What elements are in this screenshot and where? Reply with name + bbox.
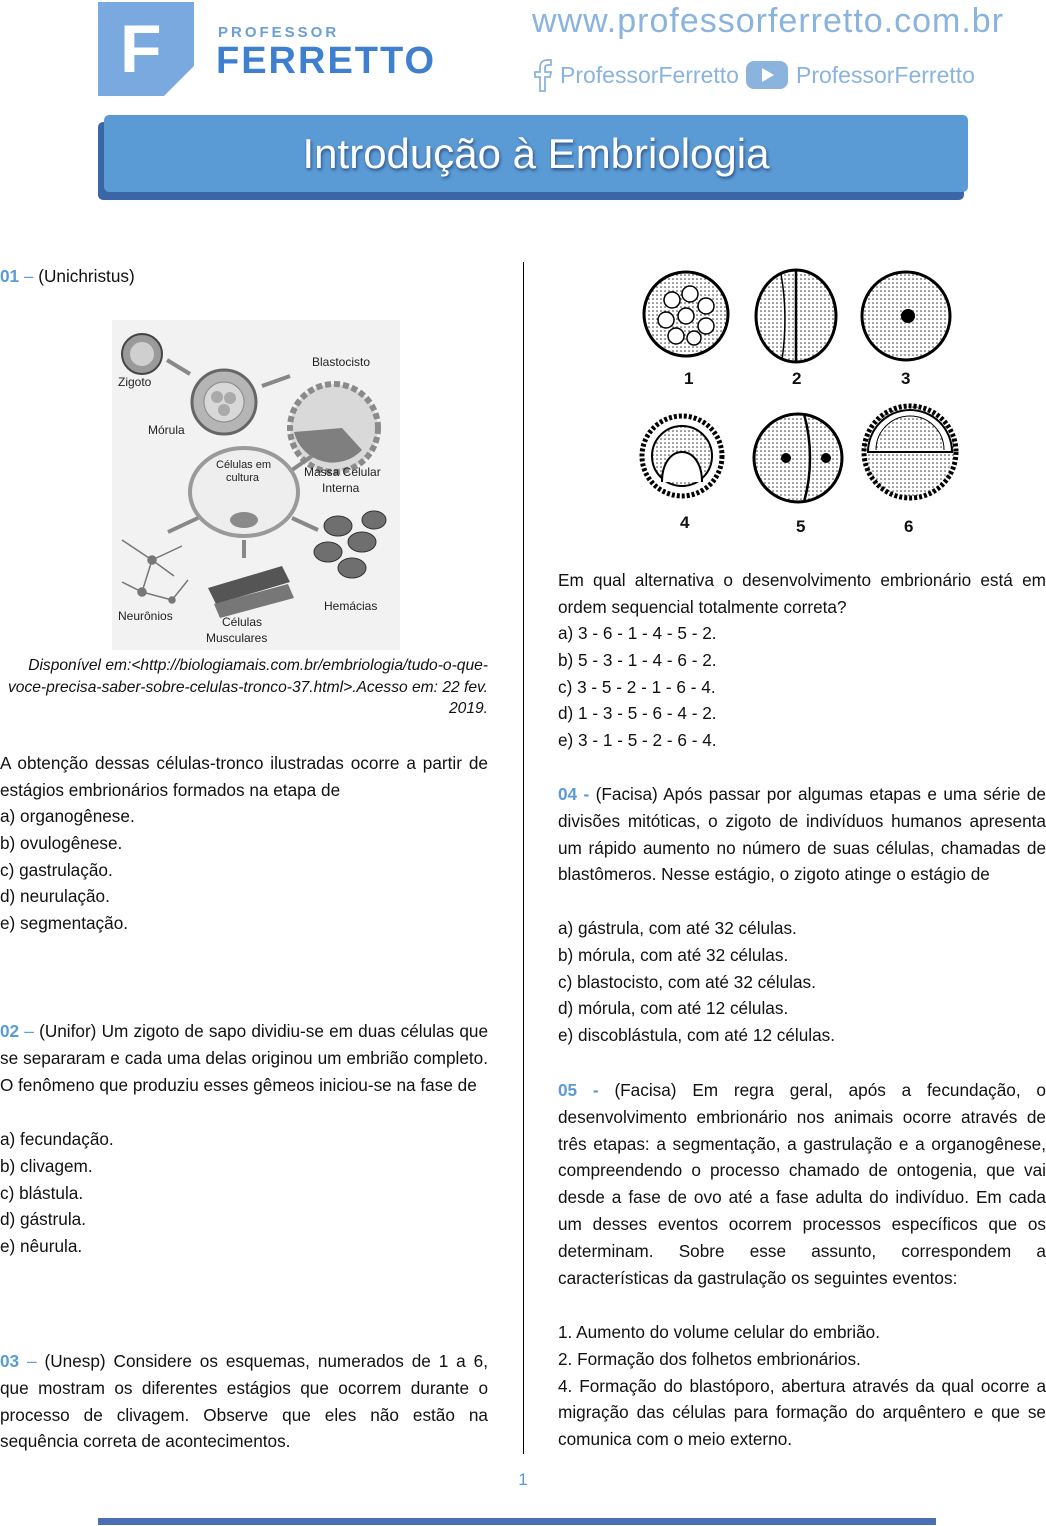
label-hemacias: Hemácias xyxy=(324,599,378,613)
q1-options xyxy=(0,803,488,937)
q1-option-e[interactable]: e) segmentação. xyxy=(0,913,129,934)
stage-5-drawing xyxy=(754,414,842,502)
q1-option-d[interactable]: d) neurulação. xyxy=(0,886,110,907)
footer-bar xyxy=(98,1518,936,1525)
q5-item-2: 2. Formação dos folhetos embrionários. xyxy=(558,1348,861,1369)
youtube-link[interactable] xyxy=(746,58,975,92)
stage-1-drawing xyxy=(644,272,728,356)
cleavage-stages-figure xyxy=(636,262,968,538)
brand-name: FERRETTO xyxy=(216,40,437,82)
q2-stem: (Unifor) Um zigoto de sapo dividiu-se em duas células que se separaram e cada uma delas originou um embrião completo. O fenômeno que produziu esses gêmeos iniciou-se na fase de xyxy=(0,1021,489,1095)
label-massa-celular-1: Massa Celular xyxy=(304,465,381,479)
q5-number: 05 xyxy=(558,1080,578,1100)
q2-separator: – xyxy=(24,1021,34,1041)
q5-item-1: 1. Aumento do volume celular do embrião. xyxy=(558,1322,880,1342)
title-banner xyxy=(104,115,968,192)
stage-3-drawing xyxy=(862,272,950,360)
label-blastocisto: Blastocisto xyxy=(312,355,371,369)
q2-option-d[interactable]: d) gástrula. xyxy=(0,1209,86,1230)
page-title: Introdução à Embriologia xyxy=(302,129,770,177)
q2-option-a[interactable]: a) fecundação. xyxy=(0,1129,114,1149)
q4-block xyxy=(558,781,1046,888)
q1-option-c[interactable]: c) gastrulação. xyxy=(0,859,113,880)
facebook-handle: ProfessorFerretto xyxy=(560,61,739,88)
stage-4-drawing xyxy=(642,416,722,496)
stem-cell-figure xyxy=(112,320,400,650)
q4-number: 04 xyxy=(558,784,578,804)
q1-option-a[interactable]: a) organogênese. xyxy=(0,806,135,826)
q3-option-b[interactable]: b) 5 - 3 - 1 - 4 - 6 - 2. xyxy=(558,649,717,670)
q4-option-c[interactable]: c) blastocisto, com até 32 células. xyxy=(558,971,816,992)
stage-number-1: 1 xyxy=(684,369,694,388)
q3-separator: – xyxy=(27,1351,37,1371)
q2-option-e[interactable]: e) nêurula. xyxy=(0,1236,83,1257)
stage-number-5: 5 xyxy=(796,517,806,536)
q4-option-d[interactable]: d) mórula, com até 12 células. xyxy=(558,998,789,1019)
q1-number: 01 xyxy=(0,266,20,286)
q4-option-e[interactable]: e) discoblástula, com até 12 células. xyxy=(558,1025,836,1046)
stage-number-4: 4 xyxy=(680,513,690,532)
label-celulas-cultura-2: cultura xyxy=(226,472,260,484)
label-morula: Mórula xyxy=(148,423,185,437)
q1-source: (Unichristus) xyxy=(38,266,135,286)
stage-number-6: 6 xyxy=(904,517,914,536)
q2-block xyxy=(0,1018,488,1098)
q1-separator: – xyxy=(23,266,34,286)
q2-options xyxy=(0,1126,488,1260)
q5-stem: (Facisa) Em regra geral, após a fecundação, o desenvolvimento embrionário nos animais ocorre através de três etapas: a segmentação, a gastrulação e a organogênese, compreendendo o processo chamado de ontogenia, que vai desde a fase de ovo até a fase adulta do indivíduo. Em cada um desses eventos ocorrem processos específicos que os determinam. Sobre esse assunto, correspondem a características da gastrulação os seguintes eventos: xyxy=(558,1080,1046,1288)
q4-separator: - xyxy=(583,784,590,804)
q4-option-b[interactable]: b) mórula, com até 32 células. xyxy=(558,944,789,965)
stage-number-3: 3 xyxy=(901,369,911,388)
q2-number: 02 xyxy=(0,1021,20,1041)
column-divider xyxy=(523,262,524,1454)
q5-block xyxy=(558,1077,1046,1291)
stage-number-2: 2 xyxy=(792,369,802,388)
label-zigoto: Zigoto xyxy=(118,375,152,389)
facebook-link[interactable] xyxy=(532,58,739,92)
label-massa-celular-2: Interna xyxy=(322,481,360,495)
q5-separator: - xyxy=(592,1080,599,1100)
q3-option-a[interactable]: a) 3 - 6 - 1 - 4 - 5 - 2. xyxy=(558,623,717,643)
q4-stem: (Facisa) Após passar por algumas etapas e uma série de divisões mitóticas, o zigoto de indivíduos humanos apresenta um rápido aumento no número de suas células, chamadas de blastômeros. Nesse estágio, o zigoto atinge o estágio de xyxy=(558,784,1046,885)
q3-question: Em qual alternativa o desenvolvimento embrionário está em ordem sequencial totalmente correta? xyxy=(558,570,1046,617)
q1-stem: A obtenção dessas células-tronco ilustradas ocorre a partir de estágios embrionários formados na etapa de xyxy=(0,753,488,800)
label-celulas-musculares-1: Células xyxy=(222,615,263,629)
label-celulas-cultura-1: Células em xyxy=(216,459,272,471)
q3-block xyxy=(0,1348,488,1455)
q3-options xyxy=(558,620,1046,754)
q1-citation: Disponível em:<http://biologiamais.com.br/embriologia/tudo-o-que-voce-precisa-saber-sobre-celulas-tronco-37.html>.Acesso em: 22 fev. 2019. xyxy=(7,657,488,717)
q4-options xyxy=(558,915,1046,1049)
logo-letter: F xyxy=(120,11,162,87)
site-url-link[interactable]: www.professorferretto.com.br xyxy=(532,2,1005,40)
q3-number: 03 xyxy=(0,1351,20,1371)
q4-option-a[interactable]: a) gástrula, com até 32 células. xyxy=(558,918,797,938)
q1-option-b[interactable]: b) ovulogênese. xyxy=(0,832,123,853)
q2-option-b[interactable]: b) clivagem. xyxy=(0,1155,93,1176)
q3-option-e[interactable]: e) 3 - 1 - 5 - 2 - 6 - 4. xyxy=(558,730,717,751)
q2-option-c[interactable]: c) blástula. xyxy=(0,1182,84,1203)
youtube-icon xyxy=(746,60,788,90)
stage-6-drawing xyxy=(864,406,956,498)
brand-logo xyxy=(98,2,194,96)
youtube-handle: ProfessorFerretto xyxy=(796,61,975,88)
q5-items xyxy=(558,1319,1046,1453)
q3-option-d[interactable]: d) 1 - 3 - 5 - 6 - 4 - 2. xyxy=(558,703,717,724)
stage-2-drawing xyxy=(756,270,836,362)
facebook-icon xyxy=(532,58,556,92)
q5-item-4: 4. Formação do blastóporo, abertura através da qual ocorre a migração das células para formação do arquêntero e que se comunica com o meio externo. xyxy=(558,1375,1046,1450)
q1-header xyxy=(0,263,488,290)
brand-label: PROFESSOR xyxy=(218,24,340,41)
q3-stem: (Unesp) Considere os esquemas, numerados de 1 a 6, que mostram os diferentes estágios que ocorrem durante o processo de clivagem. Observe que eles não estão na sequência correta de acontecimentos. xyxy=(0,1351,488,1452)
q3-option-c[interactable]: c) 3 - 5 - 2 - 1 - 6 - 4. xyxy=(558,676,716,697)
page-number: 1 xyxy=(518,1470,528,1489)
label-celulas-musculares-2: Musculares xyxy=(206,631,268,645)
label-neuronios: Neurônios xyxy=(118,609,173,623)
